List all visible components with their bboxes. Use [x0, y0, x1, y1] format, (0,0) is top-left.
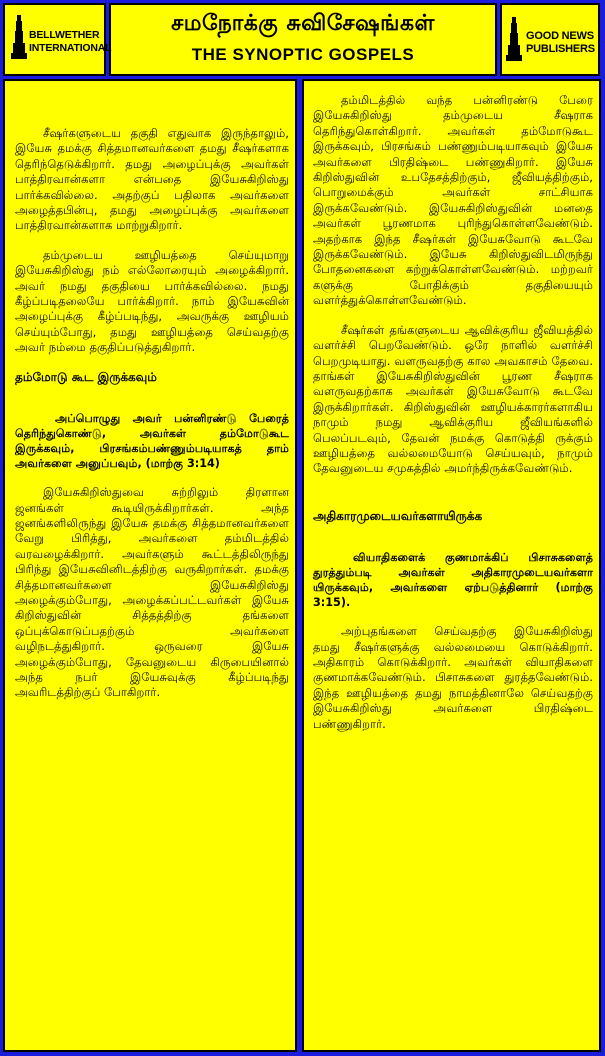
right-logo-line1: GOOD NEWS — [526, 30, 594, 42]
page-title-tamil: சமநோக்கு சுவிசேஷங்கள் — [171, 10, 435, 36]
left-paragraph-2: தம்முடைய ஊழியத்தை செய்யுமாறு இயேசுகிறிஸ்து நம் எல்லோரையும் அழைக்கிறார். அவர் நமது தகுதியை பார்க்கவில்லை. நமது கீழ்ப்படிதலையே பார்க்கிறார். நாம் இயேசுவின் அழைப்புக்கு கீழ்ப்படிந்து, அவருக்கு ஊழியம் செய்யும்போது, தமது ஊழியத்தை செய்வதற்கு அவர் நம்மை தகுதிப்படுத்துகிறார். — [15, 247, 289, 355]
good-news-logo — [500, 3, 600, 76]
page-header — [3, 3, 602, 76]
scripture-quote-mark-3-15: வியாதிகளைக் குணமாக்கிப் பிசாசுகளைத் துரத்தும்படி அவர்கள் அதிகாரமுடையவர்களா யிருக்கவும், அவர்களை ஏற்படுத்தினார் (மாற்கு 3:15). — [313, 551, 593, 610]
right-paragraph-2: சீஷர்கள் தங்களுடைய ஆவிக்குரிய ஜீவியத்தில் வளர்ச்சி பெறவேண்டும். ஒரே நாளில் வளர்ச்சி பெறமுடியாது. வளருவதற்கு கால அவகாசம் தேவை. தாங்கள் இயேசுகிறிஸ்துவின் பூரண சீஷராக வளருவதற்காக அவர்கள் இயேசுவோடு கூடவே இருக்கிறார்கள். கிறிஸ்துவின் ஊழியக்காரர்களாகிய நாமும் நமது ஆவிக்குரிய ஜீவியங்களில் பெலப்படவும், தேவன் நமக்கு கொடுத்தி ருக்கும் ஊழியத்தை வல்லமையோடு செய்யவும், நாமும் தேவனுடைய சமுகத்தில் அமர்ந்திருக்கவேண்டும். — [313, 322, 593, 476]
page-title-english: THE SYNOPTIC GOSPELS — [191, 44, 415, 64]
tower-logo-icon — [506, 17, 522, 61]
left-paragraph-1: சீஷர்களுடைய தகுதி எதுவாக இருந்தாலும், இயேசு தமக்கு சித்தமானவர்களை தமது சீஷர்களாக தெரிந்தெடுக்கிறார். தமது அழைப்புக்கு அவர்கள் பாத்திரவான்களா என்பதை இயேசுகிறிஸ்து பார்க்கவில்லை. அதற்குப் பதிலாக அவர்களை அழைத்தபின்பு, தமது அழைப்புக்கு அவர்களை பாத்திரவான்களாக மாற்றுகிறார். — [15, 126, 289, 233]
title-box — [109, 3, 497, 76]
left-paragraph-3: இயேசுகிறிஸ்துவை சுற்றிலும் திரளான ஜனங்கள் கூடியிருக்கிறார்கள். அந்த ஜனங்களிலிருந்து இயேசு தமக்கு சித்தமானவர்களை வேறு பிரித்து, அவர்களை தம்மிடத்தில் வரவழைக்கிறார். அவர்களும் கூட்டத்திலிருந்து பிரிந்து இயேசுவினிடத்திற்கு வருகிறார்கள். தமக்கு சித்தமானவர்களை இயேசுகிறிஸ்து அழைக்கும்போது, அழைக்கப்பட்டவர்கள் இயேசு கிறிஸ்துவின் சித்தத்திற்கு தங்களை ஒப்புக்கொடுப்பதற்கும் அவர்களை வழிநடத்துகிறார். ஒருவரை இயேசு அழைக்கும்போது, தேவனுடைய கிருபையினால் அந்த நபர் இயேசுவுக்கு கீழ்ப்படிந்து அவரிடத்திற்குப் போகிறார். — [15, 485, 289, 700]
left-logo-line2: INTERNATIONAL — [29, 42, 112, 54]
section-heading-authority: அதிகாரமுடையவர்களாயிருக்க — [313, 508, 483, 523]
bellwether-logo — [3, 3, 112, 76]
right-paragraph-3: அற்புதங்களை செய்வதற்கு இயேசுகிறிஸ்து தமது சீஷர்களுக்கு வல்லமையை கொடுக்கிறார். அதிகாரம் கொடுக்கிறார். அவர்கள் வியாதிகளை குணமாக்கவேண்டும். பிசாசுகளை துரத்தவேண்டும். இந்த ஊழியத்தை தமது நாமத்தினாலே செய்வதற்கு இயேசுகிறிஸ்து அவர்களை பிரதிஷ்டை பண்ணுகிறார். — [313, 624, 593, 731]
section-heading-be-with-him: தம்மோடு கூட இருக்கவும் — [15, 369, 157, 384]
right-column — [302, 79, 601, 1052]
right-paragraph-1: தம்மிடத்தில் வந்த பன்னிரண்டு பேரை இயேசுகிறிஸ்து தம்முடைய சீஷராக தெரிந்துகொள்கிறார். அவர்கள் தம்மோடுகூட இருக்கவும், பிரசங்கம் பண்ணும்படியாகவும் இயேசு அவர்களை பிரதிஷ்டை பண்ணுகிறார். இயேசு கிறிஸ்துவின் உபதேசத்திற்கும், ஜீவியத்திற்கும், பொறுமைக்கும் அவர்கள் சாட்சியாக இருக்கவேண்டும். இயேசுகிறிஸ்துவின் மனதை அவர்கள் பூரணமாக புரிந்துகொள்ளவேண்டும். அதற்காக இந்த சீஷர்கள் இயேசுவோடு கூடவே இருக்கவேண்டும். இயேசு கிறிஸ்துவிடமிருந்து போதனைகளை கற்றுக்கொள்ளவேண்டும். மற்றவர் களுக்கு போதிக்கும் தகுதியையும் வளர்த்துக்கொள்ளவேண்டும். — [313, 93, 593, 308]
tower-logo-icon — [11, 15, 27, 59]
left-logo-line1: BELLWETHER — [29, 29, 100, 41]
left-column — [3, 79, 297, 1052]
right-logo-line2: PUBLISHERS — [526, 43, 595, 55]
scripture-quote-mark-3-14: அப்பொழுது அவர் பன்னிரண்டு பேரைத் தெரிந்துகொண்டு, அவர்கள் தம்மோடுகூட இருக்கவும், பிரசங்கம்பண்ணும்படியாகத் தாம் அவர்களை அனுப்பவும், (மாற்கு 3:14) — [15, 412, 289, 471]
